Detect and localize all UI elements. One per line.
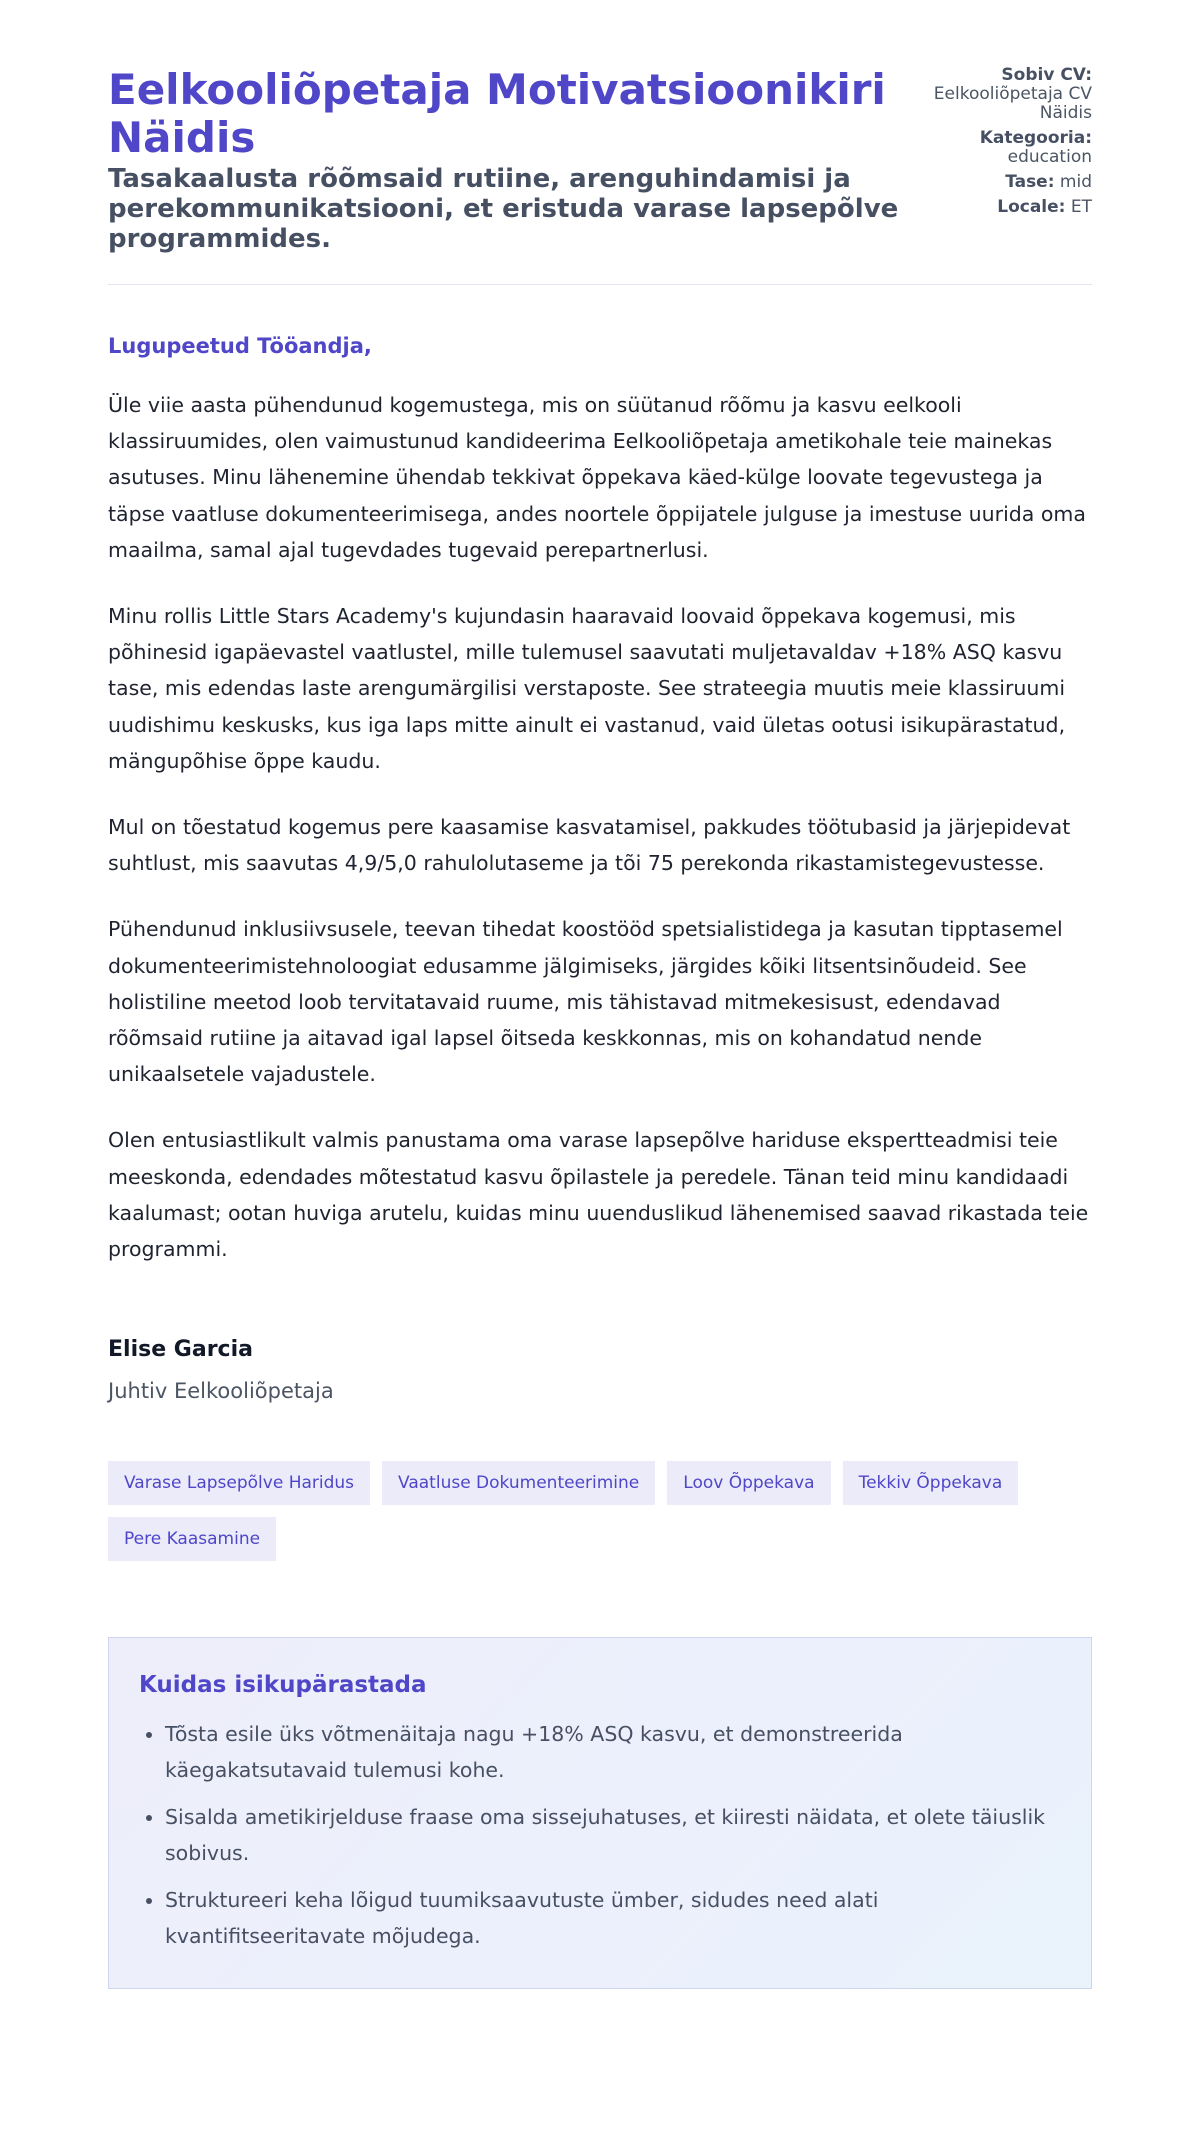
tip-item: • Sisalda ametikirjelduse fraase oma sissejuhatuses, et kiiresti näidata, et olete täiuslik sobivus. xyxy=(165,1799,1061,1871)
page-header xyxy=(108,0,1092,284)
tip-item: • Tõsta esile üks võtmenäitaja nagu +18% ASQ kasvu, et demonstreerida käegakatsutavaid tulemusi kohe. xyxy=(165,1716,1061,1788)
skill-tag: Tekkiv Õppekava xyxy=(843,1461,1019,1505)
skill-tag: Varase Lapsepõlve Haridus xyxy=(108,1461,370,1505)
signature-title: Juhtiv Eelkooliõpetaja xyxy=(108,1379,334,1404)
letter-paragraph-3: Mul on tõestatud kogemus pere kaasamise kasvatamisel, pakkudes töötubasid ja järjepidevat suhtlust, mis saavutas 4,9/5,0 rahulolutaseme ja tõi 75 perekonda rikastamistegevustesse. xyxy=(108,815,1071,876)
meta-panel xyxy=(922,66,1092,223)
meta-cv xyxy=(922,66,1092,123)
signature-block xyxy=(108,1335,1092,1405)
tips-title: Kuidas isikupärastada xyxy=(139,1672,427,1699)
meta-locale-value: ET xyxy=(1070,197,1092,217)
meta-category xyxy=(922,129,1092,167)
meta-level xyxy=(922,173,1092,192)
letter-paragraph-2: Minu rollis Little Stars Academy's kujundasin haaravaid loovaid õppekava kogemusi, mis põhinesid igapäevastel vaatlustel, mille tulemusel saavutati muljetavaldav +18% ASQ kasvu tase, mis edendas laste arengumärgilisi verstaposte. See strateegia muutis meie klassiruumi uudishimu keskusks, kus iga laps mitte ainult ei vastanud, vaid ületas ootusi isikupärastatud, mängupõhise õppe kaudu. xyxy=(108,604,1066,773)
signature-name: Elise Garcia xyxy=(108,1337,253,1363)
skill-tag: Loov Õppekava xyxy=(667,1461,830,1505)
meta-cv-label: Sobiv CV: xyxy=(1001,65,1092,85)
letter-paragraph-1: Üle viie aasta pühendunud kogemustega, mis on süütanud rõõmu ja kasvu eelkooli klassiruumides, olen vaimustunud kandideerima Eelkooliõpetaja ametikohale teie mainekas asutuses. Minu lähenemine ühendab tekkivat õppekava käed-külge loovate tegevustega ja täpse vaatluse dokumenteerimisega, andes noortele õppijatele julguse ja imestuse uurida oma maailma, samal ajal tugevdades tugevaid perepartnerlusi. xyxy=(108,393,1086,562)
letter-paragraph-5: Olen entusiastlikult valmis panustama oma varase lapsepõlve hariduse ekspertteadmisi teie meeskonda, edendades mõtestatud kasvu õpilastele ja peredele. Tänan teid minu kandidaadi kaalumast; ootan huviga arutelu, kuidas minu uuenduslikud lähenemised saavad rikastada teie programmi. xyxy=(108,1128,1089,1262)
tips-list xyxy=(139,1716,1061,1954)
skill-tag: Pere Kaasamine xyxy=(108,1517,276,1561)
skill-tags xyxy=(108,1461,1038,1561)
header-divider xyxy=(108,284,1092,285)
letter-paragraph-4: Pühendunud inklusiivsusele, teevan tihedat koostööd spetsialistidega ja kasutan tipptasemel dokumenteerimistehnoloogiat edusamme jälgimiseks, järgides kõiki litsentsinõudeid. See holistiline meetod loob tervitatavaid ruume, mis tähistavad mitmekesisust, edendavad rõõmsaid rutiine ja aitavad igal lapsel õitseda keskkonnas, mis on kohandatud nende unikaalsetele vajadustele. xyxy=(108,917,1063,1087)
meta-category-value: education xyxy=(1007,147,1092,167)
meta-level-value: mid xyxy=(1059,172,1092,192)
meta-locale xyxy=(922,198,1092,217)
salutation: Lugupeetud Tööandja, xyxy=(108,334,372,358)
page-subtitle: Tasakaalusta rõõmsaid rutiine, arenguhindamisi ja perekommunikatsiooni, et eristuda varase lapsepõlve programmides. xyxy=(108,164,899,254)
page-title: Eelkooliõpetaja Motivatsioonikiri Näidis xyxy=(108,65,886,162)
meta-cv-value: Eelkooliõpetaja CV Näidis xyxy=(933,84,1092,123)
tip-item: • Struktureeri keha lõigud tuumiksaavutuste ümber, sidudes need alati kvantifitseeritavate mõjudega. xyxy=(165,1882,1061,1954)
meta-locale-label: Locale: xyxy=(997,197,1066,217)
personalization-tips-box xyxy=(108,1637,1092,1989)
meta-level-label: Tase: xyxy=(1005,172,1055,192)
letter-body xyxy=(108,333,1092,1267)
skill-tag: Vaatluse Dokumenteerimine xyxy=(382,1461,655,1505)
meta-category-label: Kategooria: xyxy=(979,128,1092,148)
